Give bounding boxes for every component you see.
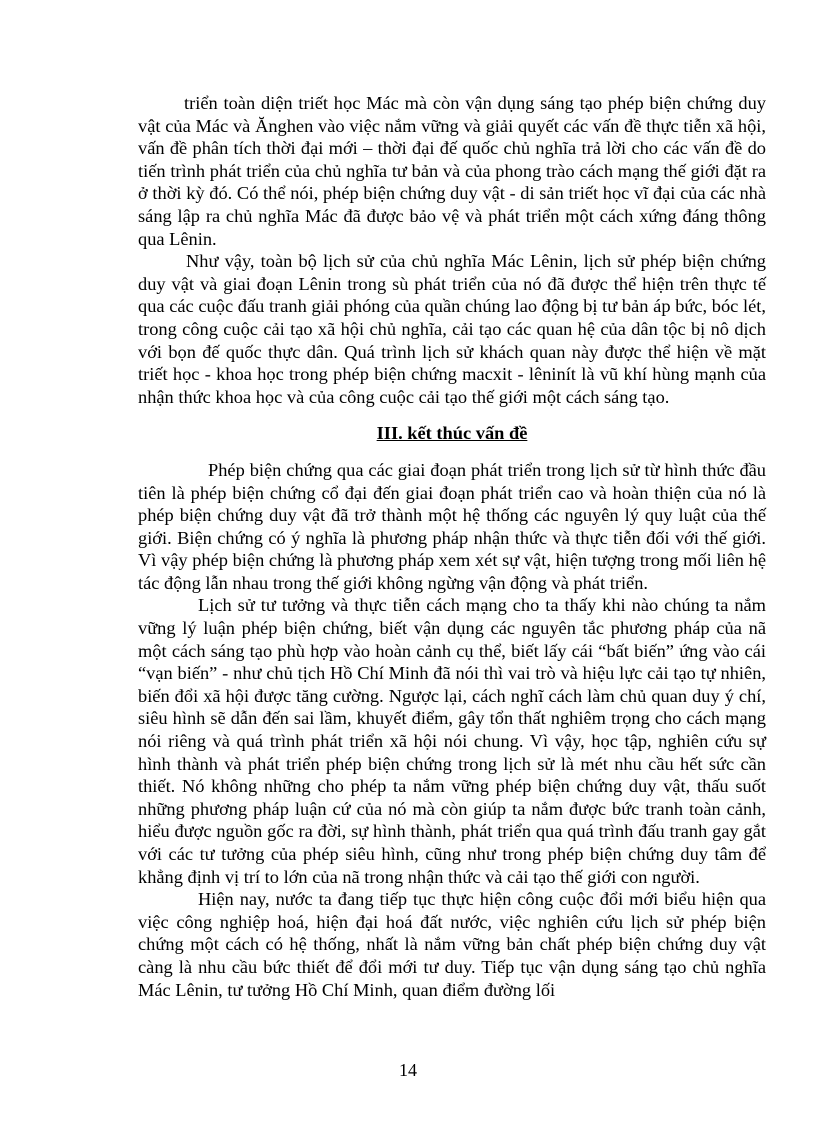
document-page xyxy=(138,92,766,1001)
paragraph: Hiện nay, nước ta đang tiếp tục thực hiện công cuộc đổi mới biểu hiện qua việc công nghiệp hoá, hiện đại hoá đất nước, việc nghiên cứu lịch sử phép biện chứng một cách có hệ thống, nhất là nắm vững bản chất phép biện chứng duy vật càng là nhu cầu bức thiết để đổi mới tư duy. Tiếp tục vận dụng sáng tạo chủ nghĩa Mác Lênin, tư tưởng Hồ Chí Minh, quan điểm đường lối xyxy=(138,889,766,1000)
paragraph: Phép biện chứng qua các giai đoạn phát triển trong lịch sử từ hình thức đầu tiên là phép biện chứng cổ đại đến giai đoạn phát triển cao và hoàn thiện của nó là phép biện chứng duy vật đã trở thành một hệ thống các nguyên lý quy luật của thế giới. Biện chứng có ý nghĩa là phương pháp nhận thức và thực tiễn đối với thế giới. Vì vậy phép biện chứng là phương pháp xem xét sự vật, hiện tượng trong mối liên hệ tác động lẫn nhau trong thế giới không ngừng vận động và phát triển. xyxy=(138,459,766,593)
paragraph: triển toàn diện triết học Mác mà còn vận dụng sáng tạo phép biện chứng duy vật của Mác và Ănghen vào việc nắm vững và giải quyết các vấn đề thực tiễn xã hội, vấn đề phân tích thời đại mới – thời đại đế quốc chủ nghĩa trả lời cho các vấn đề do tiến trình phát triển của chủ nghĩa tư bản và của phong trào cách mạng thế giới đặt ra ở thời kỳ đó. Có thể nói, phép biện chứng duy vật - di sản triết học vĩ đại của các nhà sáng lập ra chủ nghĩa Mác đã được bảo vệ và phát triển một cách xứng đáng thông qua Lênin. xyxy=(138,93,766,249)
page-number: 14 xyxy=(399,1060,417,1080)
section-heading: III. kết thúc vấn đề xyxy=(376,423,528,444)
paragraph: Lịch sử tư tưởng và thực tiễn cách mạng cho ta thấy khi nào chúng ta nắm vững lý luận phép biện chứng, biết vận dụng các nguyên tắc phương pháp của nã một cách sáng tạo phù hợp vào hoàn cảnh cụ thể, biết lấy cái “bất biến” ứng vào cái “vạn biến” - như chủ tịch Hồ Chí Minh đã nói thì vai trò và hiệu lực cải tạo tự nhiên, biến đổi xã hội được tăng cường. Ngược lại, cách nghĩ cách làm chủ quan duy ý chí, siêu hình sẽ dẫn đến sai lầm, khuyết điểm, gây tổn thất nghiêm trọng cho cách mạng nói riêng và quá trình phát triển xã hội nói chung. Vì vậy, học tập, nghiên cứu sự hình thành và phát triển phép biện chứng trong lịch sử là mét nhu cầu hết sức cần thiết. Nó không những cho phép ta nắm vững phép biện chứng duy vật, thấu suốt những phương pháp luận cứ của nó mà còn giúp ta nắm được bức tranh toàn cảnh, hiểu được nguồn gốc ra đời, sự hình thành, phát triển qua quá trình đấu tranh gay gắt với các tư tưởng của phép siêu hình, cũng như trong phép biện chứng duy tâm để khẳng định vị trí to lớn của nã trong nhận thức và cải tạo thế giới con người. xyxy=(138,595,766,887)
paragraph: Như vậy, toàn bộ lịch sử của chủ nghĩa Mác Lênin, lịch sử phép biện chứng duy vật và giai đoạn Lênin trong sù phát triển của nó đã được thể hiện trên thực tế qua các cuộc đấu tranh giải phóng của quần chúng lao động bị tư bản áp bức, bóc lét, trong công cuộc cải tạo xã hội chủ nghĩa, cải tạo các quan hệ của dân tộc bị nô dịch với bọn đế quốc thực dân. Quá trình lịch sử khách quan này được thể hiện về mặt triết học - khoa học trong phép biện chứng macxit - lêninít là vũ khí hùng mạnh của nhận thức khoa học và của công cuộc cải tạo thế giới một cách sáng tạo. xyxy=(138,251,766,407)
